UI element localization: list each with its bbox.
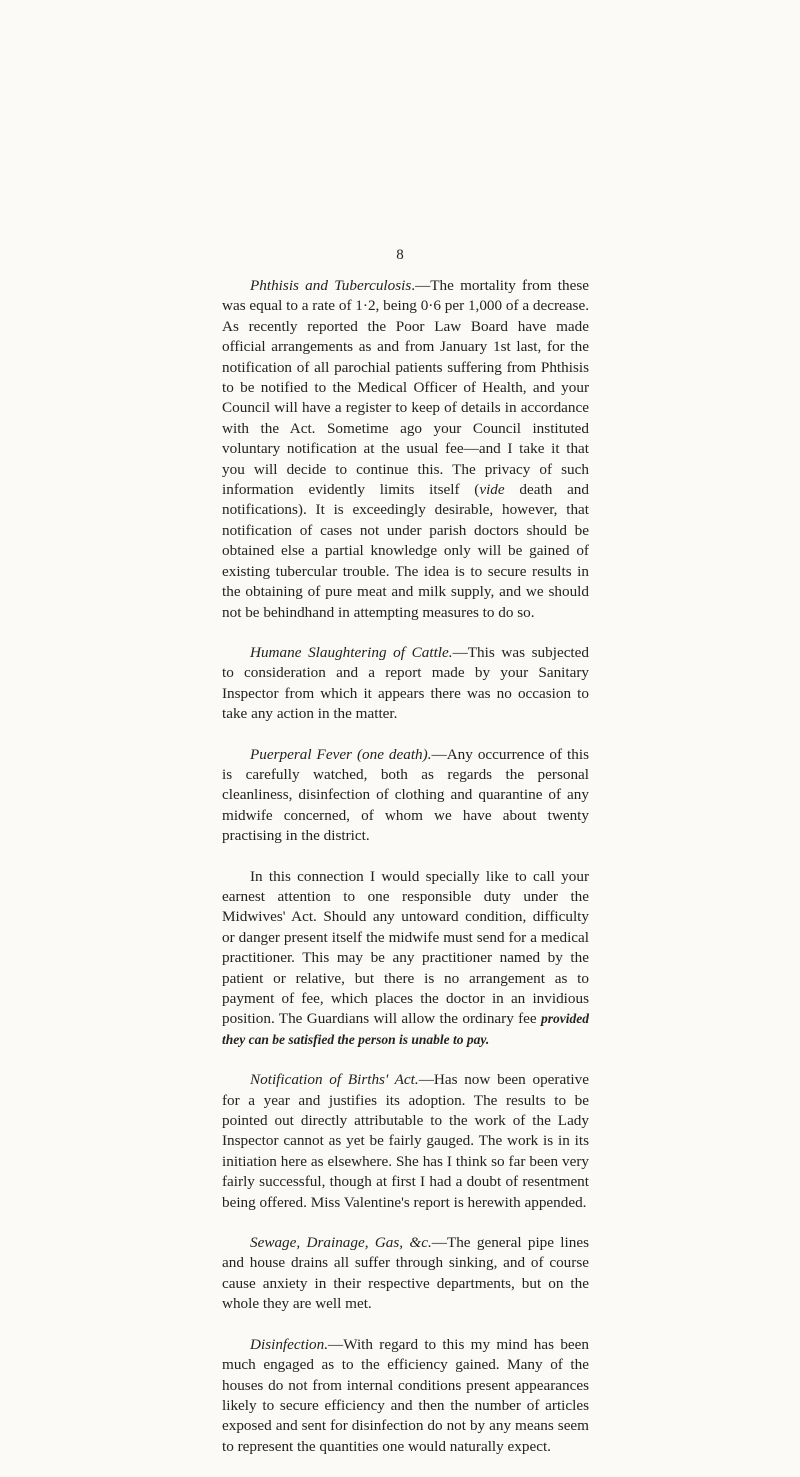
text-midwives: In this connection I would specially like to call your earnest attention to one responsible duty under the Midwives' Act. Should any untoward condition, difficulty or danger present itself the midwife must send for a medical practitioner. This may be any practitioner named by the patient or relative, but there is no arrangement as to payment of fee, which places the doctor in an invidious position. The Guardians will allow the ordinary fee xyxy=(222,867,589,1028)
paragraph-midwives xyxy=(222,867,589,1051)
paragraph-phthisis xyxy=(222,276,589,623)
text-phthisis-2: death and notifications). It is exceedingly desirable, however, that notification of cases not under parish doctors should be obtained else a partial knowledge only will be gained of existing tubercular trouble. The idea is to secure results in the obtaining of pure meat and milk supply, and we should not be behindhand in attempting measures to do so. xyxy=(222,481,589,621)
heading-humane: Humane Slaughtering of Cattle. xyxy=(250,643,453,661)
text-phthisis-vide: vide xyxy=(479,481,505,499)
paragraph-sewage xyxy=(222,1233,589,1315)
paragraph-puerperal xyxy=(222,745,589,847)
page-number: 8 xyxy=(396,247,404,263)
text-phthisis-1: .—The mortality from these was equal to a rate of 1·2, being 0·6 per 1,000 of a decrease. As recently reported the Poor Law Board have made official arrangements as and from January 1st last, for the notification of all parochial patients suffering from Phthisis to be notified to the Medical Officer of Health, and your Council will have a register to keep of details in accordance with the Act. Sometime ago your Council instituted voluntary notification at the usual fee—and I take it that you will decide to continue this. The privacy of such information evidently limits itself ( xyxy=(222,277,589,499)
paragraph-births xyxy=(222,1070,589,1213)
heading-sewage: Sewage, Drainage, Gas, &c. xyxy=(250,1234,432,1252)
heading-disinfection: Disinfection. xyxy=(250,1335,329,1353)
paragraph-disinfection xyxy=(222,1335,589,1457)
text-births: —Has now been operative for a year and justifies its adoption. The results to be pointed out directly attributable to the work of the Lady Inspector cannot as yet be fairly gauged. The work is in its initiation here as elsewhere. She has I think so far been very fairly successful, though at first I had a doubt of resentment being offered. Miss Valentine's report is herewith appended. xyxy=(222,1071,589,1211)
heading-births: Notification of Births' Act. xyxy=(250,1071,419,1089)
text-disinfection: —With regard to this my mind has been much engaged as to the efficiency gained. Many of the houses do not from internal conditions present appearances likely to secure efficiency and then the number of articles exposed and sent for disinfection do not by any means seem to represent the quantities one would naturally expect. xyxy=(222,1335,589,1455)
text-humane: —This was subjected to consideration and a report made by your Sanitary Inspector from which it appears there was no occasion to take any action in the matter. xyxy=(222,643,589,723)
body-text xyxy=(222,276,589,1477)
heading-puerperal: Puerperal Fever (one death). xyxy=(250,745,432,763)
text-puerperal: —Any occurrence of this is carefully watched, both as regards the personal cleanliness, disinfection of clothing and quarantine of any midwife concerned, of whom we have about twenty practising in the district. xyxy=(222,745,589,845)
paragraph-humane xyxy=(222,643,589,725)
text-midwives-emphasis: provided they can be satisfied the person is unable to pay. xyxy=(222,1011,589,1047)
text-sewage: —The general pipe lines and house drains all suffer through sinking, and of course cause anxiety in their respective departments, but on the whole they are well met. xyxy=(222,1234,589,1313)
heading-phthisis: Phthisis and Tuberculosis xyxy=(250,277,412,294)
